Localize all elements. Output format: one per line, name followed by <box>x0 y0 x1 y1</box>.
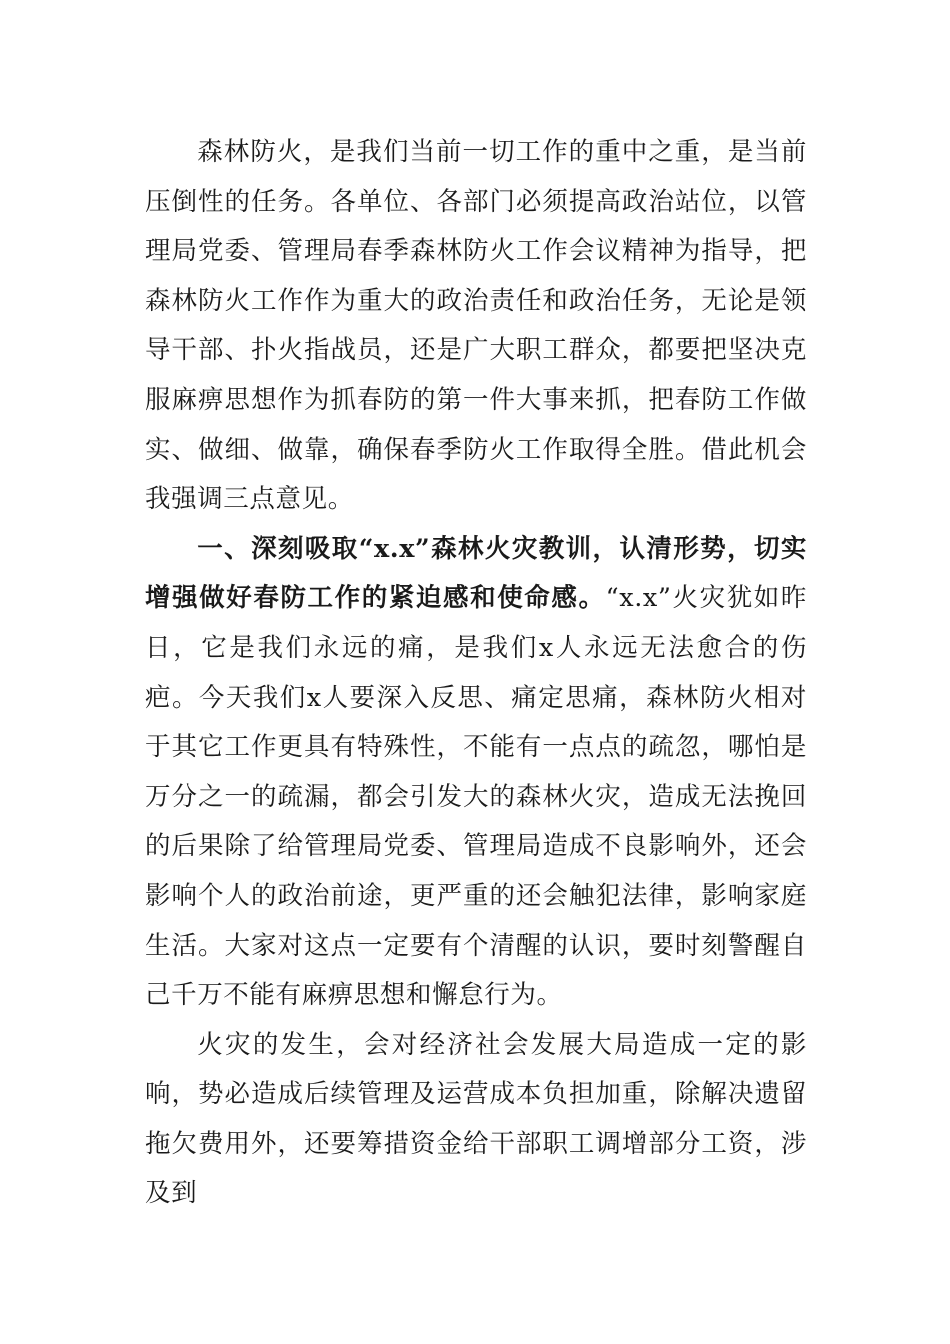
paragraph-text: 火灾的发生，会对经济社会发展大局造成一定的影响，势必造成后续管理及运营成本负担加重，除解决遗留拖欠费用外，还要筹措资金给干部职工调增部分工资，涉及到 <box>145 1029 807 1209</box>
paragraph-point-one <box>145 525 807 1021</box>
paragraph-text: 森林防火，是我们当前一切工作的重中之重，是当前压倒性的任务。各单位、各部门必须提高政治站位，以管理局党委、管理局春季森林防火工作会议精神为指导，把森林防火工作作为重大的政治责任和政治任务，无论是领导干部、扑火指战员，还是广大职工群众，都要把坚决克服麻痹思想作为抓春防的第一件大事来抓，把春防工作做实、做细、做靠，确保春季防火工作取得全胜。借此机会我强调三点意见。 <box>145 137 807 515</box>
document-page <box>145 128 807 1219</box>
paragraph-fire-impact <box>145 1021 807 1219</box>
section-heading: 一、深刻吸取“x.x”森林火灾教训，认清形势，切实增强做好春防工作的紧迫感和使命感。 <box>145 533 807 614</box>
paragraph-intro <box>145 128 807 525</box>
paragraph-text: “x.x”火灾犹如昨日，它是我们永远的痛，是我们x人永远无法愈合的伤疤。今天我们x人要深入反思、痛定思痛，森林防火相对于其它工作更具有特殊性，不能有一点点的疏忽，哪怕是万分之一的疏漏，都会引发大的森林火灾，造成无法挽回的后果除了给管理局党委、管理局造成不良影响外，还会影响个人的政治前途，更严重的还会触犯法律，影响家庭生活。大家对这点一定要有个清醒的认识，要时刻警醒自己千万不能有麻痹思想和懈怠行为。 <box>145 583 807 1011</box>
